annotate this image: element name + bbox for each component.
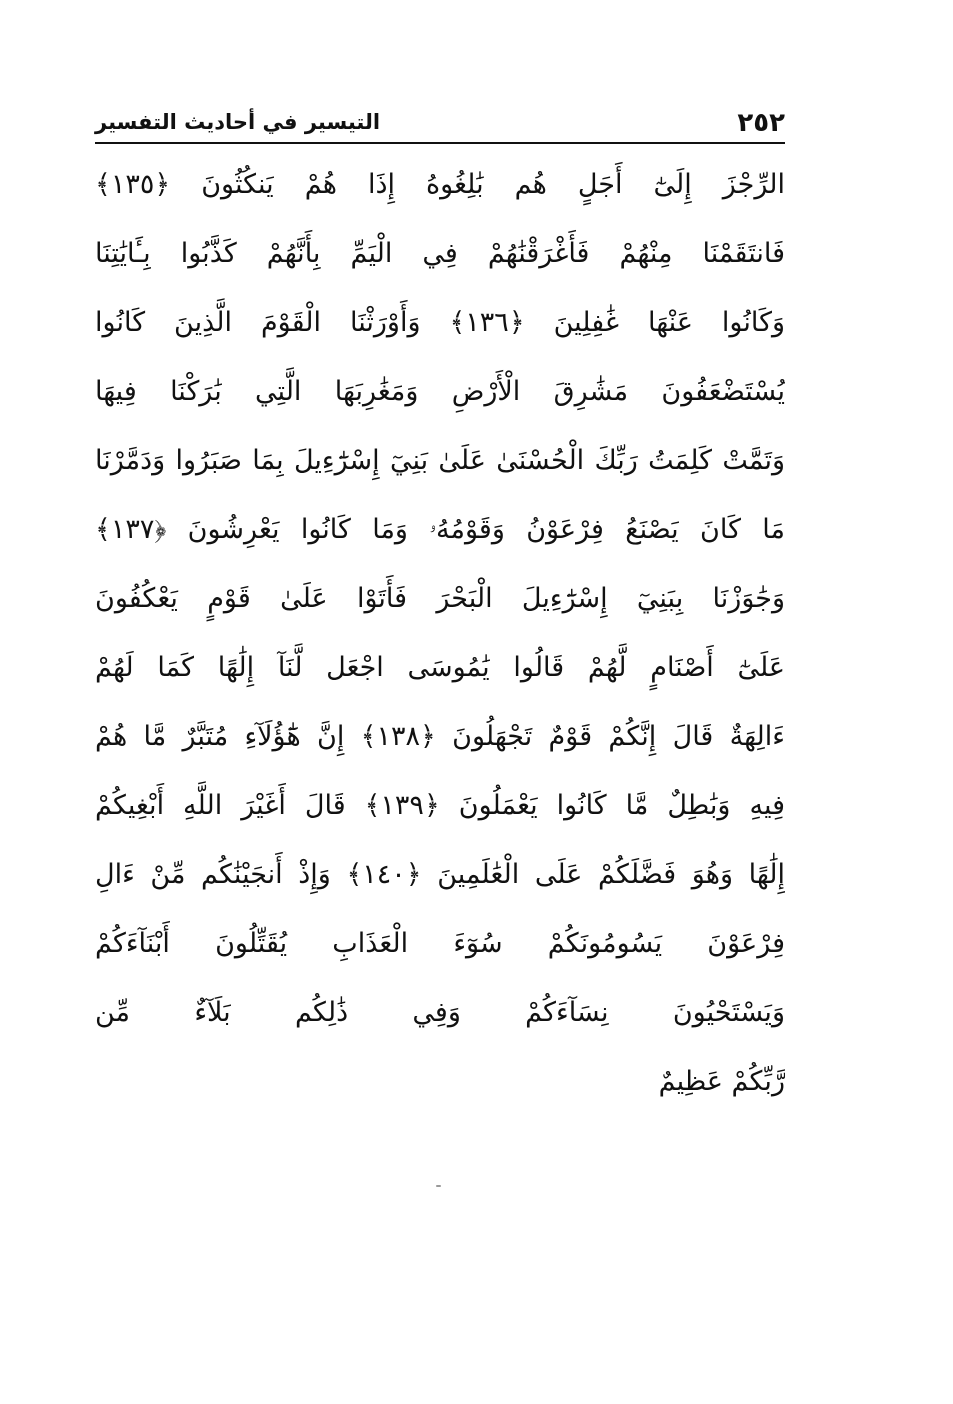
quran-verses-block [95, 150, 785, 1116]
page-number: ٢٥٢ [737, 108, 785, 138]
verse-line: فِيهِ وَبَٰطِلٌ مَّا كَانُوا يَعْمَلُونَ ﴿١٣٩﴾ قَالَ أَغَيْرَ اللَّهِ أَبْغِيكُمْ [95, 790, 785, 821]
verse-line: يُسْتَضْعَفُونَ مَشَٰرِقَ الْأَرْضِ وَمَغَٰرِبَهَا الَّتِي بَٰرَكْنَا فِيهَا [95, 376, 785, 407]
verse-line: الرِّجْزَ إِلَىٰٓ أَجَلٍ هُم بَٰلِغُوهُ إِذَا هُمْ يَنكُثُونَ ﴿١٣٥﴾ [95, 169, 785, 200]
verse-line: وَتَمَّتْ كَلِمَتُ رَبِّكَ الْحُسْنَىٰ عَلَىٰ بَنِيٓ إِسْرَٰٓءِيلَ بِمَا صَبَرُوا وَدَمَّرْنَا [95, 445, 785, 476]
verse-line: مَا كَانَ يَصْنَعُ فِرْعَوْنُ وَقَوْمُهُۥ وَمَا كَانُوا يَعْرِشُونَ ﴿١٣٧﴾ [95, 514, 785, 545]
page-header [95, 104, 785, 144]
verse-line: إِلَٰهًا وَهُوَ فَضَّلَكُمْ عَلَى الْعَٰلَمِينَ ﴿١٤٠﴾ وَإِذْ أَنجَيْنَٰكُم مِّنْ ءَالِ [95, 859, 785, 890]
verse-line: عَلَىٰٓ أَصْنَامٍ لَّهُمْ قَالُوا يَٰمُوسَى اجْعَل لَّنَآ إِلَٰهًا كَمَا لَهُمْ [95, 652, 785, 683]
verse-line: وَجَٰوَزْنَا بِبَنِيٓ إِسْرَٰٓءِيلَ الْبَحْرَ فَأَتَوْا عَلَىٰ قَوْمٍ يَعْكُفُونَ [95, 583, 785, 614]
verse-line: ءَالِهَةٌ قَالَ إِنَّكُمْ قَوْمٌ تَجْهَلُونَ ﴿١٣٨﴾ إِنَّ هَٰٓؤُلَآءِ مُتَبَّرٌ مَّا هُمْ [95, 721, 785, 752]
verse-line: وَيَسْتَحْيُونَ نِسَآءَكُمْ وَفِي ذَٰلِكُم بَلَآءٌ مِّن [95, 997, 785, 1028]
verse-line: وَكَانُوا عَنْهَا غَٰفِلِينَ ﴿١٣٦﴾ وَأَوْرَثْنَا الْقَوْمَ الَّذِينَ كَانُوا [95, 307, 785, 338]
verse-line: رَّبِّكُمْ عَظِيمٌ [658, 1066, 785, 1097]
verse-line: فَانتَقَمْنَا مِنْهُمْ فَأَغْرَقْنَٰهُمْ فِي الْيَمِّ بِأَنَّهُمْ كَذَّبُوا بِـَٔايَٰتِنَا [95, 238, 785, 269]
scan-speck [436, 1185, 441, 1187]
header-divider [95, 142, 785, 144]
verse-line: فِرْعَوْنَ يَسُومُونَكُمْ سُوٓءَ الْعَذَابِ يُقَتِّلُونَ أَبْنَآءَكُمْ [95, 928, 785, 959]
running-title: التيسير في أحاديث التفسير [95, 110, 381, 134]
